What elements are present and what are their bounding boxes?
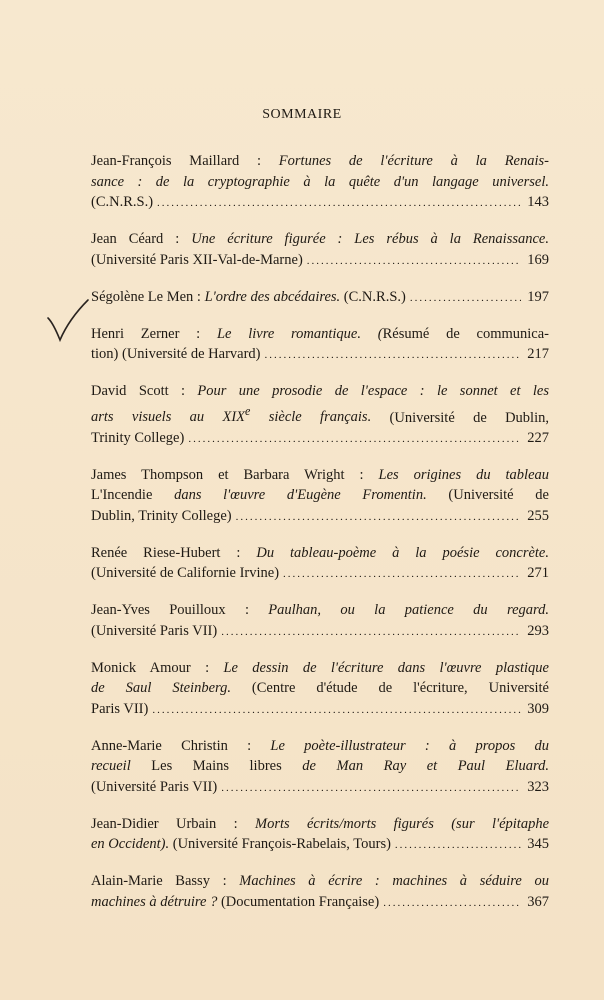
- toc-entry-last-line: (Université Paris XII-Val-de-Marne): [91, 251, 303, 268]
- leader-dots: [221, 622, 521, 643]
- page-number: 309: [527, 700, 549, 717]
- toc-entry: [91, 871, 549, 913]
- table-of-contents: [91, 151, 549, 929]
- leader-dots: [188, 429, 521, 450]
- leader-dots: [307, 251, 521, 272]
- toc-entry-line: Jean-Didier Urbain : Morts écrits/morts figurés (sur l'épitaphe: [91, 815, 549, 832]
- toc-entry-last-line: en Occident). (Université François-Rabelais, Tours): [91, 836, 391, 853]
- leader-dots: [265, 345, 521, 366]
- page-number: 255: [527, 507, 549, 524]
- toc-entry: [91, 287, 549, 309]
- leader-dots: [410, 288, 521, 309]
- leader-dots: [283, 564, 521, 585]
- page-number: 367: [527, 893, 549, 910]
- toc-entry-line: Alain-Marie Bassy : Machines à écrire : machines à séduire ou: [91, 873, 549, 890]
- toc-entry: [91, 814, 549, 856]
- page-number: 197: [527, 288, 549, 305]
- toc-entry: [91, 229, 549, 271]
- page-number: 143: [527, 194, 549, 210]
- toc-entry-line: Renée Riese-Hubert : Du tableau-poème à la poésie concrète.: [91, 544, 549, 561]
- page-number: 345: [527, 836, 549, 853]
- toc-entry-line: Jean-Yves Pouilloux : Paulhan, ou la patience du regard.: [91, 602, 549, 619]
- toc-entry-last-line: tion) (Université de Harvard): [91, 346, 261, 362]
- leader-dots: [221, 778, 521, 799]
- leader-dots: [236, 507, 521, 528]
- page-number: 169: [527, 251, 549, 268]
- toc-entry-line: Monick Amour : Le dessin de l'écriture dans l'œuvre plastique: [91, 659, 549, 676]
- page-number: 323: [527, 778, 549, 795]
- toc-entry-last-line: Ségolène Le Men : L'ordre des abcédaires. (C.N.R.S.): [91, 288, 406, 305]
- toc-entry: [91, 151, 549, 214]
- toc-entry: [91, 465, 549, 528]
- toc-entry-line: Jean-François Maillard : Fortunes de l'écriture à la Renais-: [91, 153, 549, 169]
- toc-entry-last-line: (Université Paris VII): [91, 622, 218, 639]
- toc-entry: [91, 736, 549, 799]
- toc-entry-last-line: Dublin, Trinity College): [91, 507, 232, 524]
- toc-entry-line: Jean Céard : Une écriture figurée : Les rébus à la Renaissance.: [91, 231, 549, 247]
- toc-entry: [91, 324, 549, 366]
- page-number: 227: [527, 429, 549, 446]
- toc-entry-last-line: (Université de Californie Irvine): [91, 565, 280, 582]
- page-number: 271: [527, 565, 549, 582]
- page-title: SOMMAIRE: [262, 107, 342, 122]
- toc-entry-line: arts visuels au XIXe siècle français. (Université de Dublin,: [91, 404, 549, 426]
- page-number: 293: [527, 622, 549, 639]
- toc-entry-last-line: Trinity College): [91, 429, 185, 446]
- leader-dots: [383, 893, 521, 914]
- toc-entry-line: Henri Zerner : Le livre romantique. (Résumé de communica-: [91, 325, 549, 342]
- toc-entry-line: de Saul Steinberg. (Centre d'étude de l'écriture, Université: [91, 680, 549, 697]
- toc-entry-last-line: Paris VII): [91, 700, 149, 717]
- toc-entry: [91, 381, 549, 449]
- toc-entry-last-line: (Université Paris VII): [91, 778, 218, 795]
- leader-dots: [157, 193, 521, 214]
- toc-entry-line: L'Incendie dans l'œuvre d'Eugène Fromentin. (Université de: [91, 487, 549, 504]
- toc-entry-line: David Scott : Pour une prosodie de l'espace : le sonnet et les: [91, 383, 549, 399]
- toc-entry-last-line: machines à détruire ? (Documentation Française): [91, 893, 380, 910]
- toc-entry-line: James Thompson et Barbara Wright : Les origines du tableau: [91, 466, 550, 483]
- toc-entry-line: Anne-Marie Christin : Le poète-illustrateur : à propos du: [91, 737, 549, 754]
- toc-entry-line: recueil Les Mains libres de Man Ray et Paul Eluard.: [91, 758, 549, 775]
- page-number: 217: [527, 346, 549, 362]
- toc-entry: [91, 658, 549, 721]
- toc-entry-last-line: (C.N.R.S.): [91, 194, 154, 210]
- toc-entry: [91, 543, 549, 585]
- toc-entry: [91, 600, 549, 642]
- toc-entry-line: sance : de la cryptographie à la quête d'un langage universel.: [91, 173, 549, 190]
- leader-dots: [395, 835, 521, 856]
- handwritten-checkmark-icon: [44, 296, 90, 356]
- leader-dots: [152, 700, 521, 721]
